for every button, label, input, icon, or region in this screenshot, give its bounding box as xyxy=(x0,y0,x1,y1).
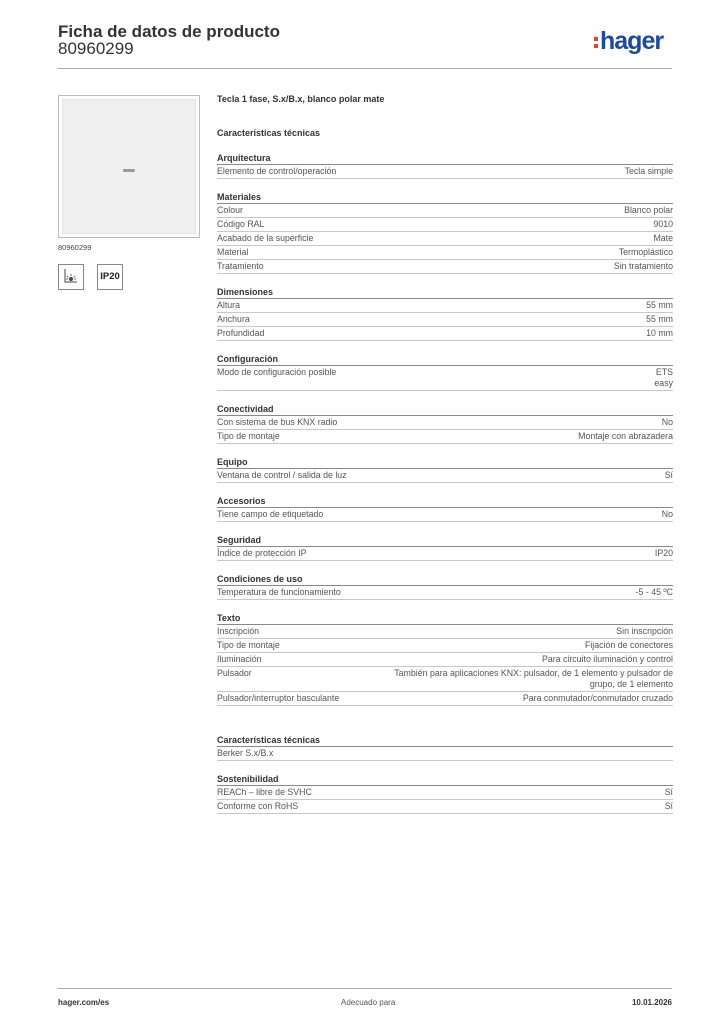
spec-value: 9010 xyxy=(653,219,673,229)
led-indicator xyxy=(123,169,135,172)
spec-row xyxy=(217,218,673,232)
spec-row xyxy=(217,667,673,692)
switch-plate xyxy=(62,99,196,234)
section-title: Condiciones de uso xyxy=(217,573,673,586)
spec-label: Material xyxy=(217,247,249,257)
luminous-indicator-icon xyxy=(58,264,84,290)
spec-section xyxy=(217,152,673,179)
spec-row xyxy=(217,469,673,483)
section-title: Equipo xyxy=(217,456,673,469)
sustainability-section xyxy=(217,773,673,814)
spec-section xyxy=(217,573,673,600)
spec-sections xyxy=(217,152,673,706)
spec-label: Índice de protección IP xyxy=(217,548,307,558)
spec-label: Código RAL xyxy=(217,219,265,229)
header-divider xyxy=(58,68,672,69)
ip-rating-badge: IP20 xyxy=(97,264,123,290)
spec-label: Pulsador xyxy=(217,668,252,678)
spec-section xyxy=(217,534,673,561)
image-code: 80960299 xyxy=(58,243,92,252)
spec-value: Mate xyxy=(653,233,673,243)
spec-label: Inscripción xyxy=(217,626,260,636)
hager-logo xyxy=(594,28,663,54)
spec-value: Sí xyxy=(664,787,673,797)
section-title: Conectividad xyxy=(217,403,673,416)
spec-row xyxy=(217,313,673,327)
spec-row xyxy=(217,430,673,444)
spec-row xyxy=(217,204,673,218)
section-title: Configuración xyxy=(217,353,673,366)
spec-value: Blanco polar xyxy=(624,205,673,215)
spec-label: Tiene campo de etiquetado xyxy=(217,509,324,519)
spec-row xyxy=(217,639,673,653)
spec-section xyxy=(217,612,673,706)
spec-row xyxy=(217,416,673,430)
spec-value: No xyxy=(661,417,673,427)
spec-label: REACh – libre de SVHC xyxy=(217,787,312,797)
spec-value: -5 - 45 ºC xyxy=(635,587,673,597)
spec-label: Profundidad xyxy=(217,328,265,338)
section-title: Dimensiones xyxy=(217,286,673,299)
logo-dots-icon xyxy=(594,37,598,51)
spec-value: Tecla simple xyxy=(624,166,673,176)
spec-row xyxy=(217,586,673,600)
spec-row xyxy=(217,299,673,313)
spec-row-text: Berker S.x/B.x xyxy=(217,747,673,761)
section-title: Materiales xyxy=(217,191,673,204)
section-title: Arquitectura xyxy=(217,152,673,165)
spec-label: Tratamiento xyxy=(217,261,264,271)
spec-value: Sin inscripción xyxy=(616,626,673,636)
spec-label: Con sistema de bus KNX radio xyxy=(217,417,338,427)
spec-label: Altura xyxy=(217,300,240,310)
spec-label: Ventana de control / salida de luz xyxy=(217,470,347,480)
spec-content xyxy=(217,94,673,814)
spec-row xyxy=(217,547,673,561)
spec-section xyxy=(217,191,673,274)
spec-value: Sin tratamiento xyxy=(613,261,673,271)
spec-label: Iluminación xyxy=(217,654,262,664)
spec-row xyxy=(217,165,673,179)
footer-center-text: Adecuado para xyxy=(341,998,396,1007)
spec-value: 10 mm xyxy=(646,328,673,338)
spec-label: Pulsador/interruptor basculante xyxy=(217,693,340,703)
footer-divider xyxy=(58,988,672,989)
spec-value: Fijación de conectores xyxy=(584,640,673,650)
spec-value: Montaje con abrazadera xyxy=(578,431,673,441)
page-title: Ficha de datos de producto xyxy=(58,22,280,41)
spec-section xyxy=(217,353,673,391)
footer-website: hager.com/es xyxy=(58,998,110,1007)
footer-date: 10.01.2026 xyxy=(631,998,672,1007)
tech-section xyxy=(217,734,673,761)
spec-section xyxy=(217,286,673,341)
section-title: Sostenibilidad xyxy=(217,773,673,786)
spec-value: Termoplástico xyxy=(618,247,673,257)
spec-value: Sí xyxy=(664,801,673,811)
spec-row xyxy=(217,327,673,341)
spec-row xyxy=(217,625,673,639)
spec-label: Modo de configuración posible xyxy=(217,367,337,377)
spec-row xyxy=(217,800,673,814)
spec-value: 55 mm xyxy=(646,300,673,310)
spec-row xyxy=(217,653,673,667)
spec-row xyxy=(217,366,673,391)
product-image xyxy=(58,95,200,238)
spec-label: Acabado de la superficie xyxy=(217,233,314,243)
spec-value: IP20 xyxy=(654,548,673,558)
spec-label: Colour xyxy=(217,205,243,215)
section-title: Accesorios xyxy=(217,495,673,508)
tech-characteristics-title: Características técnicas xyxy=(217,128,321,138)
section-title: Seguridad xyxy=(217,534,673,547)
spec-row xyxy=(217,260,673,274)
spec-label: Temperatura de funcionamiento xyxy=(217,587,341,597)
product-code: 80960299 xyxy=(58,39,134,58)
spec-row xyxy=(217,508,673,522)
spec-value: Para circuito iluminación y control xyxy=(541,654,673,664)
spec-label: Conforme con RoHS xyxy=(217,801,299,811)
section-title: Texto xyxy=(217,612,673,625)
spec-row xyxy=(217,246,673,260)
spec-section xyxy=(217,456,673,483)
logo-text: hager xyxy=(600,27,664,55)
spec-value: Para conmutador/conmutador cruzado xyxy=(522,693,673,703)
spec-row xyxy=(217,692,673,706)
section-title: Características técnicas xyxy=(217,734,673,747)
spec-value: Sí xyxy=(664,470,673,480)
spec-label: Elemento de control/operación xyxy=(217,166,337,176)
spec-row xyxy=(217,232,673,246)
spec-label: Tipo de montaje xyxy=(217,640,280,650)
spec-value: No xyxy=(661,509,673,519)
spec-value: 55 mm xyxy=(646,314,673,324)
spec-label: Tipo de montaje xyxy=(217,431,280,441)
spec-value: ETS easy xyxy=(654,367,673,388)
spec-label: Anchura xyxy=(217,314,250,324)
spec-row xyxy=(217,786,673,800)
spec-value: También para aplicaciones KNX: pulsador, de 1 elemento y pulsador de grupo, de 1 elemento xyxy=(394,668,673,689)
spec-section xyxy=(217,403,673,444)
product-name: Tecla 1 fase, S.x/B.x, blanco polar mate xyxy=(217,94,385,104)
spec-section xyxy=(217,495,673,522)
